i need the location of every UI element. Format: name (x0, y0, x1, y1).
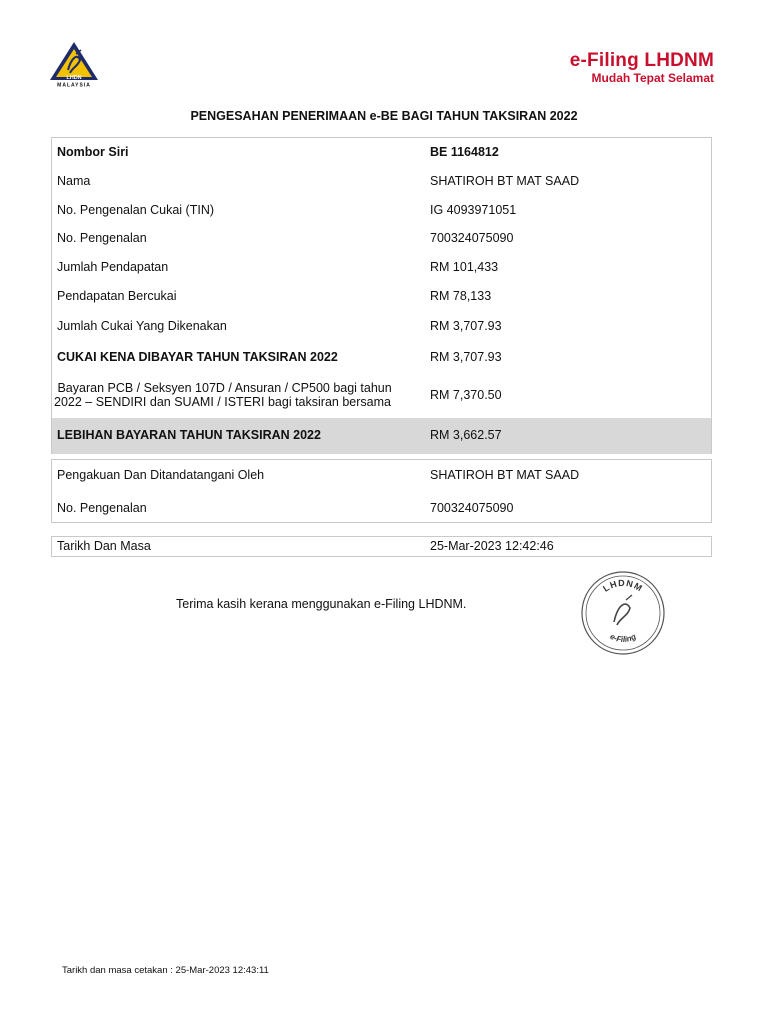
row-value: RM 101,433 (430, 260, 499, 274)
row-label-line: 2022 – SENDIRI dan SUAMI / ISTERI bagi taksiran bersama (54, 395, 391, 409)
row-label-line: Bayaran PCB / Seksyen 107D / Ansuran / CP500 bagi tahun (54, 381, 392, 395)
row-value: BE 1164812 (430, 145, 499, 159)
row-label: CUKAI KENA DIBAYAR TAHUN TAKSIRAN 2022 (57, 350, 338, 364)
row-value: SHATIROH BT MAT SAAD (430, 174, 580, 188)
stamp-text-bottom: e-Filing (608, 631, 638, 645)
row-label: LEBIHAN BAYARAN TAHUN TAKSIRAN 2022 (57, 428, 321, 442)
row-label: Tarikh Dan Masa (57, 539, 151, 553)
row-value: RM 3,707.93 (430, 319, 502, 333)
row-label: No. Pengenalan (57, 231, 147, 245)
brand-tagline: Mudah Tepat Selamat (591, 71, 714, 85)
row-label (54, 381, 392, 409)
row-value: RM 3,707.93 (430, 350, 502, 364)
print-timestamp: Tarikh dan masa cetakan : 25-Mar-2023 12:43:11 (62, 965, 269, 976)
document-title: PENGESAHAN PENERIMAAN e-BE BAGI TAHUN TAKSIRAN 2022 (190, 109, 578, 123)
row-value: 700324075090 (430, 501, 514, 515)
brand-block (570, 51, 714, 86)
row-label: Nombor Siri (57, 145, 129, 159)
row-value: IG 4093971051 (430, 203, 517, 217)
row-label: Jumlah Cukai Yang Dikenakan (57, 319, 227, 333)
row-value: 25-Mar-2023 12:42:46 (430, 539, 554, 553)
lhdnm-efiling-stamp (580, 570, 666, 656)
stamp-text-top: LHDNM (601, 577, 645, 594)
row-label: Pengakuan Dan Ditandatangani Oleh (57, 468, 265, 482)
logo-text-malaysia: MALAYSIA (57, 82, 91, 88)
svg-text:LHDNM (601, 578, 644, 594)
datetime-box (51, 536, 712, 557)
row-value: RM 3,662.57 (430, 428, 502, 442)
row-value: RM 7,370.50 (430, 388, 502, 402)
row-label: Jumlah Pendapatan (57, 260, 169, 274)
brand-title: e-Filing LHDNM (569, 50, 714, 71)
declaration-box (51, 459, 712, 523)
row-label: Nama (57, 174, 91, 188)
assessment-summary-box (51, 137, 712, 454)
row-value: SHATIROH BT MAT SAAD (430, 468, 580, 482)
thank-you-message: Terima kasih kerana menggunakan e-Filing LHDNM. (176, 597, 467, 611)
row-value: RM 78,133 (430, 289, 492, 303)
row-label: No. Pengenalan Cukai (TIN) (57, 203, 215, 217)
row-label: No. Pengenalan (57, 501, 147, 515)
row-label: Pendapatan Bercukai (57, 289, 177, 303)
svg-text:e-Filing (609, 632, 638, 644)
logo-text-lhdn: LHDN (66, 75, 82, 81)
row-value: 700324075090 (430, 231, 514, 245)
row-overpayment (52, 418, 711, 454)
lhdn-logo (48, 40, 100, 88)
